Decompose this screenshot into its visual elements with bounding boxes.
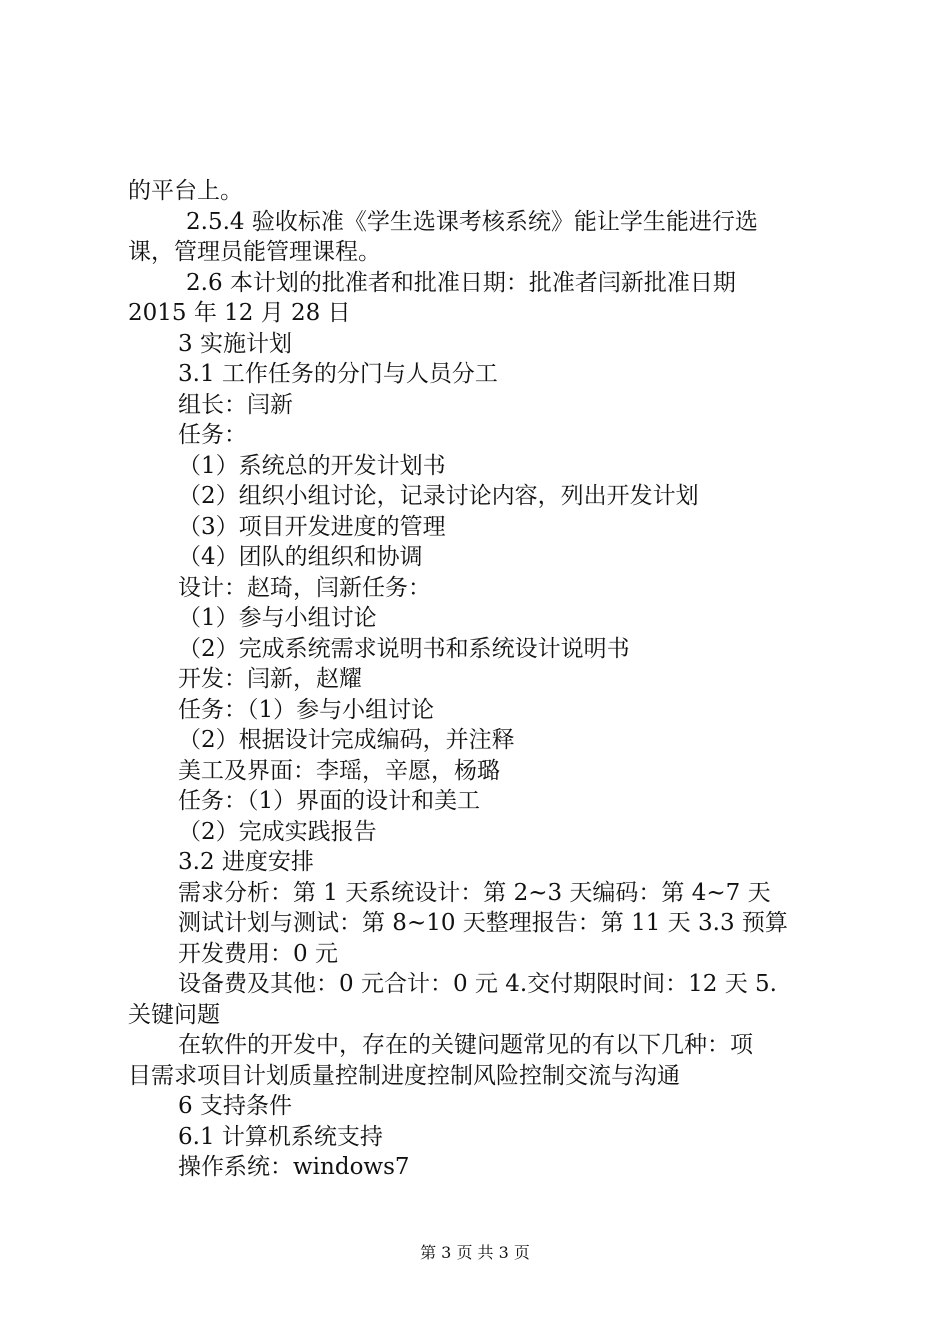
list-item: （1）系统总的开发计划书 [178,452,446,479]
text-line: 操作系统：windows7 [178,1154,410,1180]
text-line: 组长：闫新 [178,391,293,418]
text-line: 关键问题 [128,1001,220,1028]
text-line: 2.6 本计划的批准者和批准日期：批准者闫新批准日期 [186,269,736,296]
list-item: （2）组织小组讨论，记录讨论内容，列出开发计划 [178,483,699,509]
text-line: 课，管理员能管理课程。 [128,239,381,265]
text-line: 需求分析：第 1 天系统设计：第 2~3 天编码：第 4~7 天 [178,879,771,906]
list-item: （4）团队的组织和协调 [178,544,423,570]
section-heading: 6 支持条件 [178,1093,292,1119]
subsection-heading: 3.1 工作任务的分门与人员分工 [178,361,498,387]
text-line: 开发费用：0 元 [178,940,338,967]
text-line: 设计：赵琦，闫新任务： [178,574,431,601]
text-line: 2.5.4 验收标准《学生选课考核系统》能让学生能进行选 [186,208,758,235]
list-item: （2）完成系统需求说明书和系统设计说明书 [178,635,630,662]
text-line: 美工及界面：李瑶，辛愿，杨璐 [178,757,500,784]
list-item: （1）参与小组讨论 [178,605,377,631]
text-line: 任务：（1）参与小组讨论 [178,696,435,723]
document-body [128,176,832,1183]
text-line: 2015 年 12 月 28 日 [128,300,351,326]
page-footer: 第 3 页 共 3 页 [420,1243,530,1262]
section-heading: 3 实施计划 [178,330,292,357]
text-line: 开发：闫新，赵耀 [178,666,362,692]
text-line: 的平台上。 [128,178,243,204]
subsection-heading: 6.1 计算机系统支持 [178,1123,383,1150]
text-line: 任务： [178,422,247,448]
text-line: 任务：（1）界面的设计和美工 [178,788,481,814]
list-item: （3）项目开发进度的管理 [178,513,446,540]
subsection-heading: 3.2 进度安排 [178,849,314,875]
text-line: 设备费及其他：0 元合计：0 元 4.交付期限时间：12 天 5. [178,971,777,997]
text-line: 测试计划与测试：第 8~10 天整理报告：第 11 天 3.3 预算 [178,910,788,936]
list-item: （2）根据设计完成编码，并注释 [178,727,515,753]
text-line: 目需求项目计划质量控制进度控制风险控制交流与沟通 [128,1062,680,1089]
list-item: （2）完成实践报告 [178,818,377,845]
text-line: 在软件的开发中，存在的关键问题常见的有以下几种：项 [178,1032,753,1058]
